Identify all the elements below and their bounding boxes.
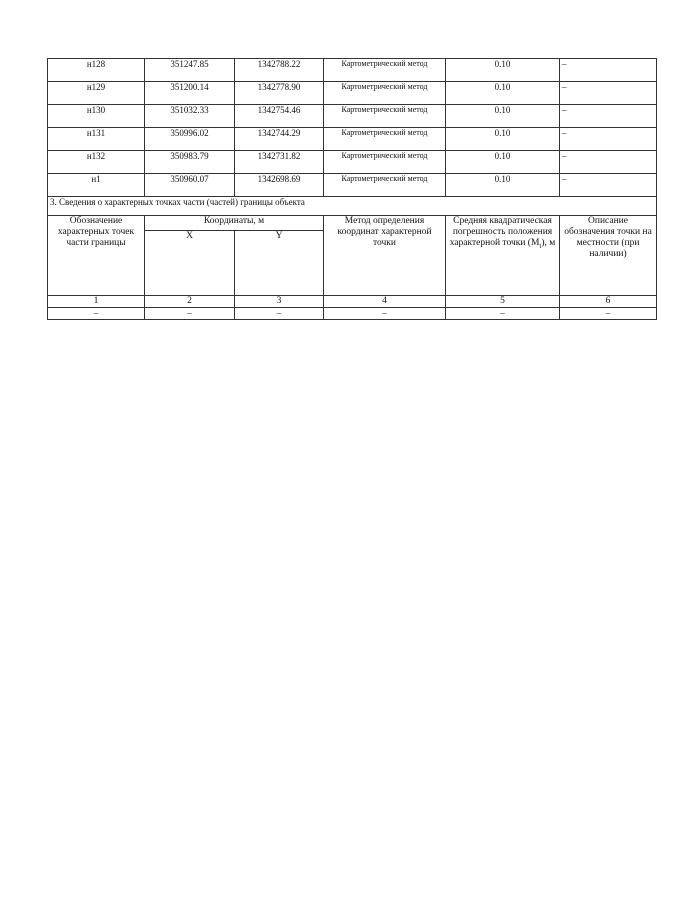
description-cell: – <box>560 174 657 197</box>
accuracy-cell: 0.10 <box>446 59 560 82</box>
description-cell: – <box>560 59 657 82</box>
table-row <box>48 82 657 105</box>
boundary-points-table <box>47 58 657 320</box>
header-accuracy <box>446 216 560 296</box>
y-coordinate-cell: 1342731.82 <box>235 151 324 174</box>
table-row <box>48 59 657 82</box>
method-cell: Картометрический метод <box>324 174 446 197</box>
accuracy-cell: 0.10 <box>446 105 560 128</box>
section-title-row <box>48 197 657 216</box>
point-name-cell: н131 <box>48 128 145 151</box>
header-accuracy-unit: ), м <box>541 238 556 248</box>
column-number: 1 <box>48 296 145 308</box>
x-coordinate-cell: 351247.85 <box>145 59 235 82</box>
point-name-cell: н128 <box>48 59 145 82</box>
column-number: 6 <box>560 296 657 308</box>
x-coordinate-cell: 351200.14 <box>145 82 235 105</box>
column-number: 2 <box>145 296 235 308</box>
table-row <box>48 105 657 128</box>
point-name-cell: н132 <box>48 151 145 174</box>
header-x: X <box>145 231 235 296</box>
description-cell: – <box>560 105 657 128</box>
empty-cell: – <box>235 308 324 320</box>
point-name-cell: н1 <box>48 174 145 197</box>
header-row-top <box>48 216 657 231</box>
accuracy-cell: 0.10 <box>446 151 560 174</box>
column-number: 5 <box>446 296 560 308</box>
header-designation: Обозначение характерных точек части границы <box>48 216 145 296</box>
accuracy-cell: 0.10 <box>446 82 560 105</box>
header-y: Y <box>235 231 324 296</box>
header-method: Метод определения координат характерной точки <box>324 216 446 296</box>
empty-cell: – <box>48 308 145 320</box>
method-cell: Картометрический метод <box>324 128 446 151</box>
accuracy-cell: 0.10 <box>446 174 560 197</box>
point-name-cell: н129 <box>48 82 145 105</box>
header-accuracy-subscript: t <box>539 241 542 250</box>
header-accuracy-text: Средняя квадратическая погрешность положения характерной точки (M <box>449 216 553 248</box>
header-coordinates-group: Координаты, м <box>145 216 324 231</box>
y-coordinate-cell: 1342754.46 <box>235 105 324 128</box>
table-row <box>48 308 657 320</box>
accuracy-cell: 0.10 <box>446 128 560 151</box>
column-number: 3 <box>235 296 324 308</box>
x-coordinate-cell: 350996.02 <box>145 128 235 151</box>
point-name-cell: н130 <box>48 105 145 128</box>
description-cell: – <box>560 82 657 105</box>
y-coordinate-cell: 1342778.90 <box>235 82 324 105</box>
y-coordinate-cell: 1342744.29 <box>235 128 324 151</box>
y-coordinate-cell: 1342698.69 <box>235 174 324 197</box>
table-row <box>48 151 657 174</box>
empty-cell: – <box>324 308 446 320</box>
method-cell: Картометрический метод <box>324 82 446 105</box>
method-cell: Картометрический метод <box>324 59 446 82</box>
table-row <box>48 128 657 151</box>
method-cell: Картометрический метод <box>324 151 446 174</box>
x-coordinate-cell: 350960.07 <box>145 174 235 197</box>
x-coordinate-cell: 350983.79 <box>145 151 235 174</box>
description-cell: – <box>560 151 657 174</box>
empty-cell: – <box>446 308 560 320</box>
y-coordinate-cell: 1342788.22 <box>235 59 324 82</box>
method-cell: Картометрический метод <box>324 105 446 128</box>
description-cell: – <box>560 128 657 151</box>
empty-cell: – <box>560 308 657 320</box>
header-description: Описание обозначения точки на местности (при наличии) <box>560 216 657 296</box>
column-number: 4 <box>324 296 446 308</box>
section-3-title: 3. Сведения о характерных точках части (частей) границы объекта <box>48 197 657 216</box>
table-row <box>48 174 657 197</box>
x-coordinate-cell: 351032.33 <box>145 105 235 128</box>
empty-cell: – <box>145 308 235 320</box>
column-numbers-row <box>48 296 657 308</box>
